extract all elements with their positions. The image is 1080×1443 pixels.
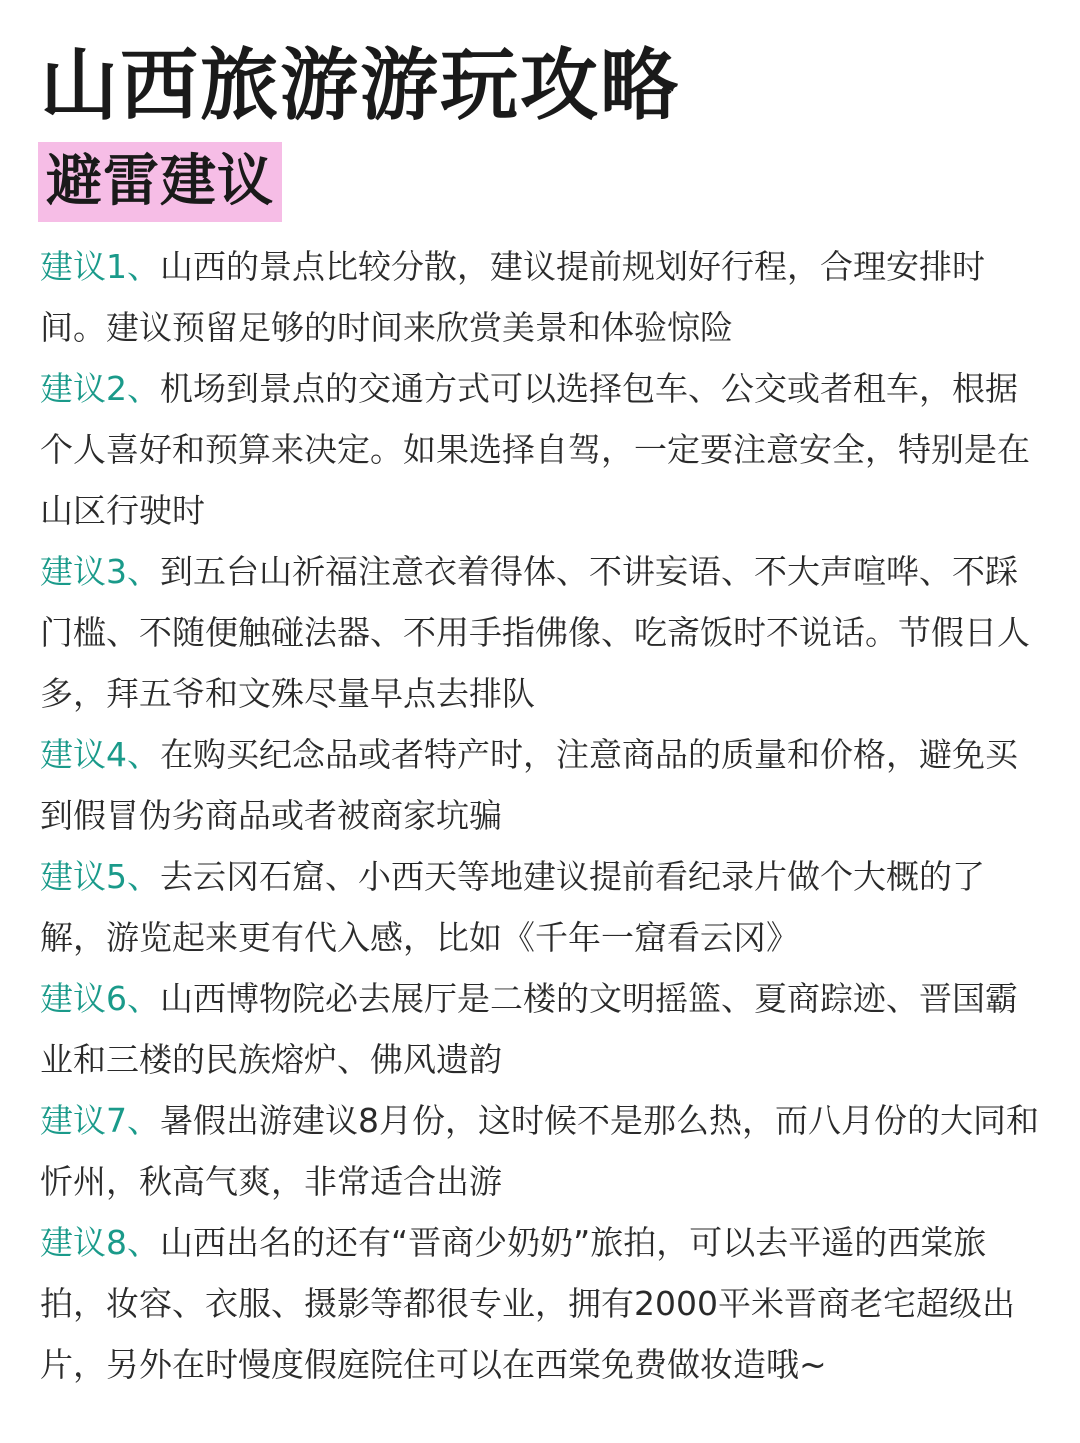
tip-label: 建议2、	[40, 369, 160, 408]
tip-item	[40, 358, 1040, 541]
tip-text: 山西出名的还有“晋商少奶奶”旅拍，可以去平遥的西棠旅拍，妆容、衣服、摄影等都很专业，拥有2000平米晋商老宅超级出片，另外在时慢度假庭院住可以在西棠免费做妆造哦~	[40, 1223, 1015, 1384]
tip-label: 建议5、	[40, 857, 160, 896]
tip-item	[40, 724, 1040, 846]
tips-list	[40, 236, 1040, 1395]
tip-label: 建议7、	[40, 1101, 160, 1140]
tip-text: 山西的景点比较分散，建议提前规划好行程，合理安排时间。建议预留足够的时间来欣赏美景和体验惊险	[40, 247, 985, 347]
tip-text: 山西博物院必去展厅是二楼的文明摇篮、夏商踪迹、晋国霸业和三楼的民族熔炉、佛风遗韵	[40, 979, 1018, 1079]
tip-label: 建议3、	[40, 552, 160, 591]
tip-item	[40, 541, 1040, 724]
tip-item	[40, 1090, 1040, 1212]
tip-label: 建议4、	[40, 735, 160, 774]
tip-text: 暑假出游建议8月份，这时候不是那么热，而八月份的大同和忻州，秋高气爽，非常适合出游	[40, 1101, 1039, 1201]
tip-text: 到五台山祈福注意衣着得体、不讲妄语、不大声喧哗、不踩门槛、不随便触碰法器、不用手指佛像、吃斋饭时不说话。节假日人多，拜五爷和文殊尽量早点去排队	[40, 552, 1030, 713]
tip-item	[40, 236, 1040, 358]
tip-item	[40, 968, 1040, 1090]
section-subtitle: 避雷建议	[46, 149, 274, 214]
page-title: 山西旅游游玩攻略	[40, 41, 681, 131]
tip-text: 去云冈石窟、小西天等地建议提前看纪录片做个大概的了解，游览起来更有代入感，比如《千年一窟看云冈》	[40, 857, 985, 957]
tip-item	[40, 846, 1040, 968]
tip-text: 在购买纪念品或者特产时，注意商品的质量和价格，避免买到假冒伪劣商品或者被商家坑骗	[40, 735, 1018, 835]
tip-label: 建议6、	[40, 979, 160, 1018]
tip-text: 机场到景点的交通方式可以选择包车、公交或者租车，根据个人喜好和预算来决定。如果选择自驾，一定要注意安全，特别是在山区行驶时	[40, 369, 1030, 530]
subtitle-highlight	[38, 142, 282, 222]
tip-item	[40, 1212, 1040, 1395]
tip-label: 建议8、	[40, 1223, 160, 1262]
tip-label: 建议1、	[40, 247, 160, 286]
